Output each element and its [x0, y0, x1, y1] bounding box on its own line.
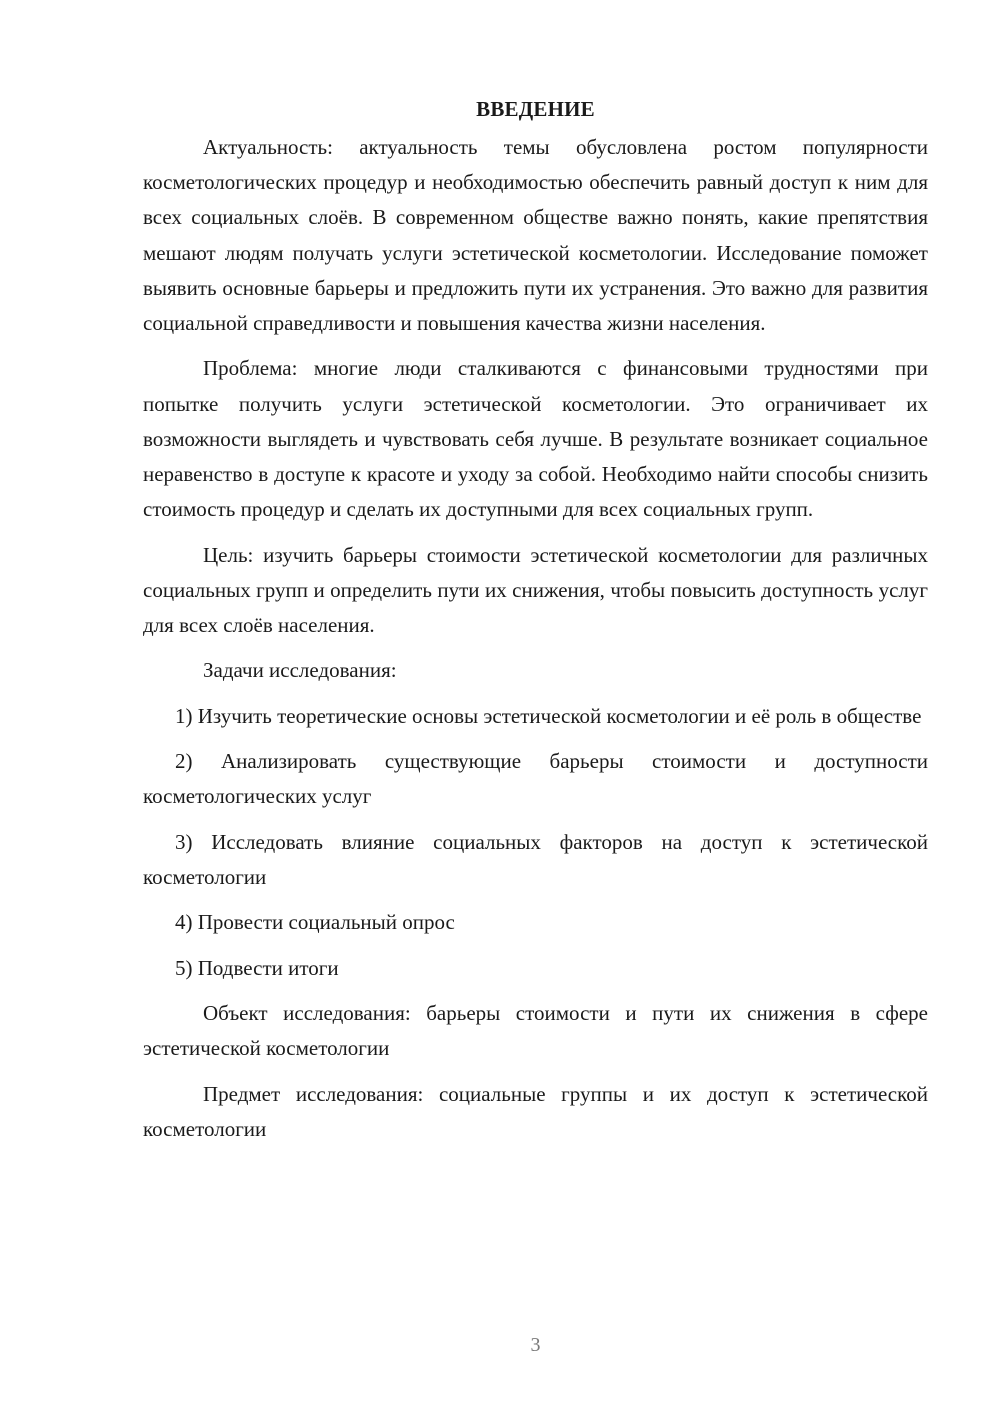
page-number: 3: [530, 1334, 541, 1356]
relevance-paragraph: Актуальность: актуальность темы обусловлена ростом популярности косметологических процедур и необходимостью обеспечить равный доступ к ним для всех социальных слоёв. В современном обществе важно понять, какие препятствия мешают людям получать услуги эстетической косметологии. Исследование поможет выявить основные барьеры и предложить пути их устранения. Это важно для развития социальной справедливости и повышения качества жизни населения.: [143, 135, 928, 336]
page-title: ВВЕДЕНИЕ: [476, 97, 595, 121]
task-item: 1) Изучить теоретические основы эстетической косметологии и её роль в обществе: [175, 703, 922, 728]
problem-paragraph: Проблема: многие люди сталкиваются с финансовыми трудностями при попытке получить услуги эстетической косметологии. Это ограничивает их возможности выглядеть и чувствовать себя лучше. В результате возникает социальное неравенство в доступе к красоте и уходу за собой. Необходимо найти способы снизить стоимость процедур и сделать их доступными для всех социальных групп.: [143, 356, 928, 522]
goal-paragraph: Цель: изучить барьеры стоимости эстетической косметологии для различных социальных групп и определить пути их снижения, чтобы повысить доступность услуг для всех слоёв населения.: [143, 542, 928, 638]
task-item: 3) Исследовать влияние социальных факторов на доступ к эстетической косметологии: [143, 829, 928, 889]
task-item: 5) Подвести итоги: [175, 955, 339, 980]
task-item: 2) Анализировать существующие барьеры стоимости и доступности косметологических услуг: [143, 749, 928, 809]
tasks-list: [143, 699, 928, 986]
research-object-paragraph: Объект исследования: барьеры стоимости и пути их снижения в сфере эстетической косметологии: [143, 1001, 928, 1061]
research-subject-paragraph: Предмет исследования: социальные группы и их доступ к эстетической косметологии: [143, 1081, 928, 1141]
document-page: [143, 92, 928, 1157]
task-item: 4) Провести социальный опрос: [175, 910, 455, 935]
tasks-heading: Задачи исследования:: [203, 658, 397, 683]
